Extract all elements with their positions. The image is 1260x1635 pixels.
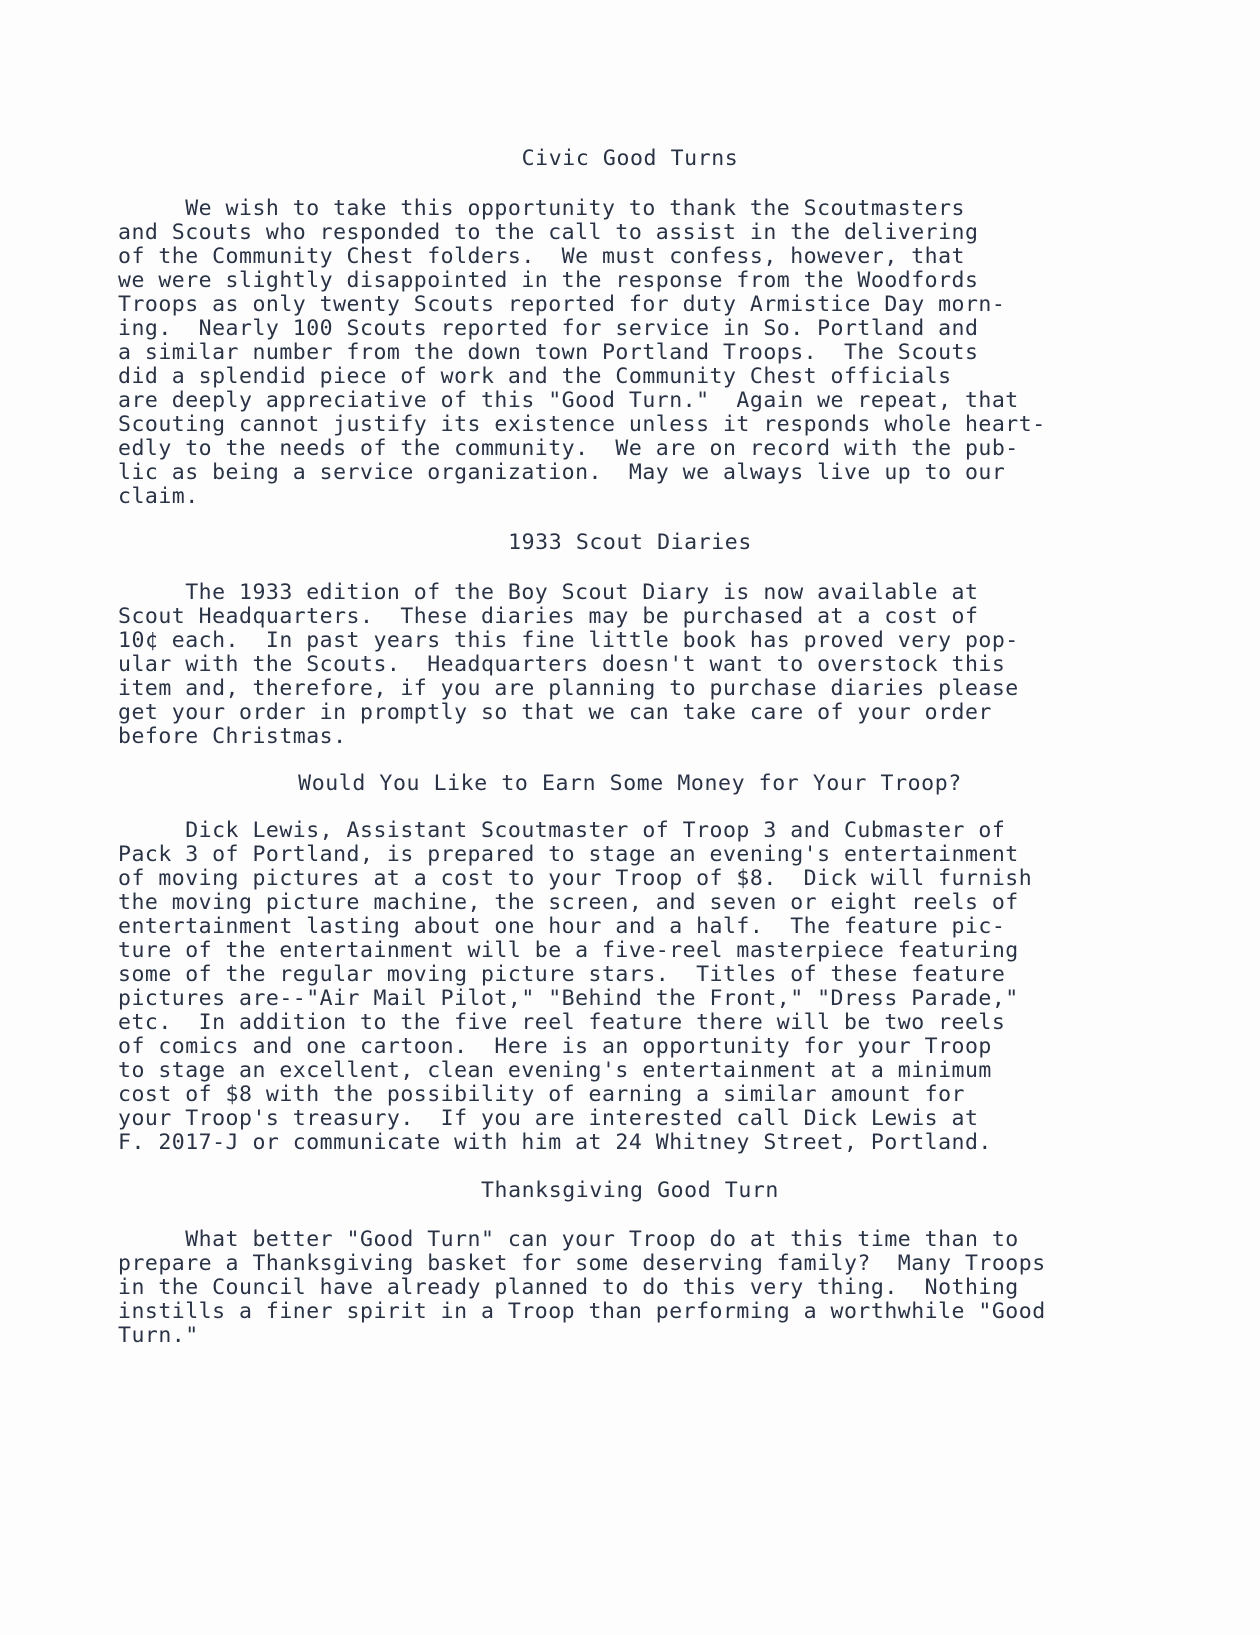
body-line: Scouting cannot justify its existence unless it responds whole heart- xyxy=(118,412,1046,437)
body-line: edly to the needs of the community. We are on record with the pub- xyxy=(118,436,1019,461)
body-line: some of the regular moving picture stars. Titles of these feature xyxy=(118,962,1006,987)
body-line: the moving picture machine, the screen, and seven or eight reels of xyxy=(118,890,1019,915)
body-line: Turn." xyxy=(118,1323,199,1348)
body-line: get your order in promptly so that we can take care of your order xyxy=(118,700,992,725)
body-line: ture of the entertainment will be a five-reel masterpiece featuring xyxy=(118,938,1019,963)
body-line: ular with the Scouts. Headquarters doesn't want to overstock this xyxy=(118,652,1006,677)
body-line: in the Council have already planned to do this very thing. Nothing xyxy=(118,1275,1019,1300)
body-line: Dick Lewis, Assistant Scoutmaster of Troop 3 and Cubmaster of xyxy=(118,818,1006,843)
body-line: item and, therefore, if you are planning to purchase diaries please xyxy=(118,676,1019,701)
body-line: lic as being a service organization. May we always live up to our xyxy=(118,460,1006,485)
body-line: prepare a Thanksgiving basket for some deserving family? Many Troops xyxy=(118,1251,1046,1276)
body-line: The 1933 edition of the Boy Scout Diary is now available at xyxy=(118,580,979,605)
body-line: We wish to take this opportunity to thank the Scoutmasters xyxy=(118,196,965,221)
body-line: we were slightly disappointed in the response from the Woodfords xyxy=(118,268,979,293)
body-line: to stage an excellent, clean evening's entertainment at a minimum xyxy=(118,1058,992,1083)
body-line: Troops as only twenty Scouts reported for duty Armistice Day morn- xyxy=(118,292,1006,317)
body-line: cost of $8 with the possibility of earning a similar amount for xyxy=(118,1082,965,1107)
body-line: ing. Nearly 100 Scouts reported for service in So. Portland and xyxy=(118,316,979,341)
body-line: etc. In addition to the five reel feature there will be two reels xyxy=(118,1010,1006,1035)
body-line: What better "Good Turn" can your Troop do at this time than to xyxy=(118,1227,1019,1252)
body-line: pictures are--"Air Mail Pilot," "Behind the Front," "Dress Parade," xyxy=(118,986,1019,1011)
body-line: 10¢ each. In past years this fine little book has proved very pop- xyxy=(118,628,1019,653)
body-line: are deeply appreciative of this "Good Turn." Again we repeat, that xyxy=(118,388,1019,413)
body-line: did a splendid piece of work and the Community Chest officials xyxy=(118,364,952,389)
body-line: F. 2017-J or communicate with him at 24 Whitney Street, Portland. xyxy=(118,1130,992,1155)
body-line: Pack 3 of Portland, is prepared to stage an evening's entertainment xyxy=(118,842,1019,867)
body-line: entertainment lasting about one hour and a half. The feature pic- xyxy=(118,914,1006,939)
section-title: Thanksgiving Good Turn xyxy=(481,1178,779,1203)
body-line: instills a finer spirit in a Troop than performing a worthwhile "Good xyxy=(118,1299,1046,1324)
body-line: of comics and one cartoon. Here is an opportunity for your Troop xyxy=(118,1034,992,1059)
body-line: of moving pictures at a cost to your Troop of $8. Dick will furnish xyxy=(118,866,1033,891)
body-line: your Troop's treasury. If you are interested call Dick Lewis at xyxy=(118,1106,979,1131)
section-title: Would You Like to Earn Some Money for Your Troop? xyxy=(298,771,962,796)
section-title: Civic Good Turns xyxy=(521,146,739,171)
body-line: Scout Headquarters. These diaries may be purchased at a cost of xyxy=(118,604,979,629)
body-line: before Christmas. xyxy=(118,724,347,749)
section-title: 1933 Scout Diaries xyxy=(508,530,752,555)
body-line: and Scouts who responded to the call to assist in the delivering xyxy=(118,220,979,245)
body-line: a similar number from the down town Portland Troops. The Scouts xyxy=(118,340,979,365)
body-line: claim. xyxy=(118,484,199,509)
body-line: of the Community Chest folders. We must confess, however, that xyxy=(118,244,965,269)
